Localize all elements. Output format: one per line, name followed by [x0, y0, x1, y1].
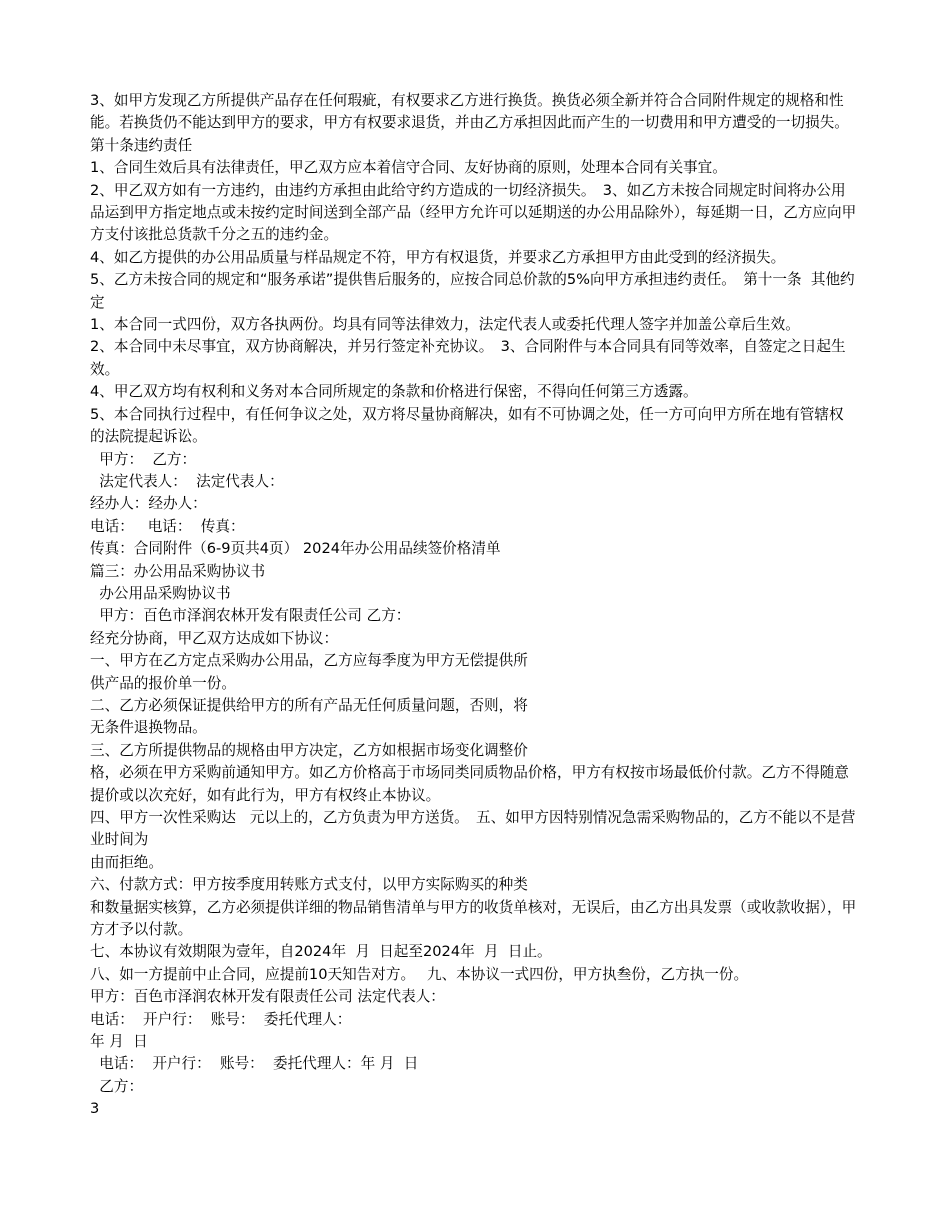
text-line: 三、乙方所提供物品的规格由甲方决定，乙方如根据市场变化调整价: [90, 741, 528, 759]
document-page: [90, 90, 858, 1121]
text-line: 七、本协议有效期限为壹年，自2024年 月 日起至2024年 月 日止。: [90, 943, 552, 961]
text-line: 经充分协商，甲乙双方达成如下协议：: [90, 629, 339, 647]
text-line: 甲方：百色市泽润农林开发有限责任公司 乙方：: [90, 607, 411, 625]
text-line: 甲方： 乙方：: [90, 450, 197, 468]
text-line: 5、乙方未按合同的规定和“服务承诺”提供售后服务的，应按合同总价款的5%向甲方承担违约责任。 第十一条 其他约定: [90, 271, 855, 311]
text-line: 3、如甲方发现乙方所提供产品存在任何瑕疵，有权要求乙方进行换货。换货必须全新并符合合同附件规定的规格和性能。若换货仍不能达到甲方的要求，甲方有权要求退货，并由乙方承担因此而产生的一切费用和甲方遭受的一切损失。 第十条违约责任: [90, 92, 857, 154]
text-line: 2、甲乙双方如有一方违约，由违约方承担由此给守约方造成的一切经济损失。 3、如乙方未按合同规定时间将办公用品运到甲方指定地点或未按约定时间送到全部产品（经甲方允许可以延期送的办公用品除外），每延期一日，乙方应向甲方支付该批总货款千分之五的违约金。: [90, 181, 857, 244]
text-line: 办公用品采购协议书: [90, 584, 231, 602]
text-line: 年 月 日: [90, 1033, 148, 1051]
text-line: 经办人：经办人：: [90, 495, 207, 513]
text-line: 一、甲方在乙方定点采购办公用品，乙方应每季度为甲方无偿提供所: [90, 652, 528, 670]
text-line: 电话： 电话： 传真：: [90, 517, 245, 535]
page-number: 3: [90, 1100, 100, 1118]
text-line: 乙方：: [90, 1077, 144, 1095]
text-line: 甲方：百色市泽润农林开发有限责任公司 法定代表人：: [90, 988, 445, 1006]
text-line: 4、如乙方提供的办公用品质量与样品规定不符，甲方有权退货，并要求乙方承担甲方由此受到的经济损失。: [90, 248, 786, 266]
text-line: 法定代表人： 法定代表人：: [90, 472, 284, 490]
text-line: 1、合同生效后具有法律责任，甲乙双方应本着信守合同、友好协商的原则，处理本合同有关事宜。: [90, 159, 727, 177]
text-line: 传真：合同附件（6-9页共4页） 2024年办公用品续签价格清单: [90, 540, 501, 558]
text-line: 二、乙方必须保证提供给甲方的所有产品无任何质量问题，否则，将: [90, 696, 528, 714]
text-line: 供产品的报价单一份。: [90, 674, 236, 692]
text-line: 四、甲方一次性采购达 元以上的，乙方负责为甲方送货。 五、如甲方因特别情况急需采购物品的，乙方不能以不是营业时间为: [90, 809, 856, 849]
text-line: 4、甲乙双方均有权利和义务对本合同所规定的条款和价格进行保密，不得向任何第三方透露。: [90, 383, 698, 401]
text-line: 格，必须在甲方采购前通知甲方。如乙方价格高于市场同类同质物品价格，甲方有权按市场最低价付款。乙方不得随意提价或以次充好，如有此行为，甲方有权终止本协议。: [90, 764, 849, 804]
text-line: 电话： 开户行： 账号： 委托代理人：年 月 日: [90, 1055, 419, 1073]
text-line: 六、付款方式：甲方按季度用转账方式支付，以甲方实际购买的种类: [90, 876, 528, 894]
text-line: 无条件退换物品。: [90, 719, 207, 737]
text-line: 1、本合同一式四份，双方各执两份。均具有同等法律效力，法定代表人或委托代理人签字并加盖公章后生效。: [90, 316, 800, 334]
text-line: 由而拒绝。: [90, 853, 163, 871]
text-line: 电话： 开户行： 账号： 委托代理人：: [90, 1010, 352, 1028]
text-line: 和数量据实核算，乙方必须提供详细的物品销售清单与甲方的收货单核对，无误后，由乙方出具发票（或收款收据），甲方才予以付款。: [90, 898, 857, 939]
text-line: 八、如一方提前中止合同，应提前10天知告对方。 九、本协议一式四份，甲方执叁份，乙方执一份。: [90, 965, 749, 983]
text-line: 5、本合同执行过程中，有任何争议之处，双方将尽量协商解决，如有不可协调之处，任一方可向甲方所在地有管辖权的法院提起诉讼。: [90, 405, 844, 446]
text-line: 2、本合同中未尽事宜，双方协商解决，并另行签定补充协议。 3、合同附件与本合同具有同等效率，自签定之日起生效。: [90, 338, 846, 378]
text-line: 篇三：办公用品采购协议书: [90, 562, 266, 580]
